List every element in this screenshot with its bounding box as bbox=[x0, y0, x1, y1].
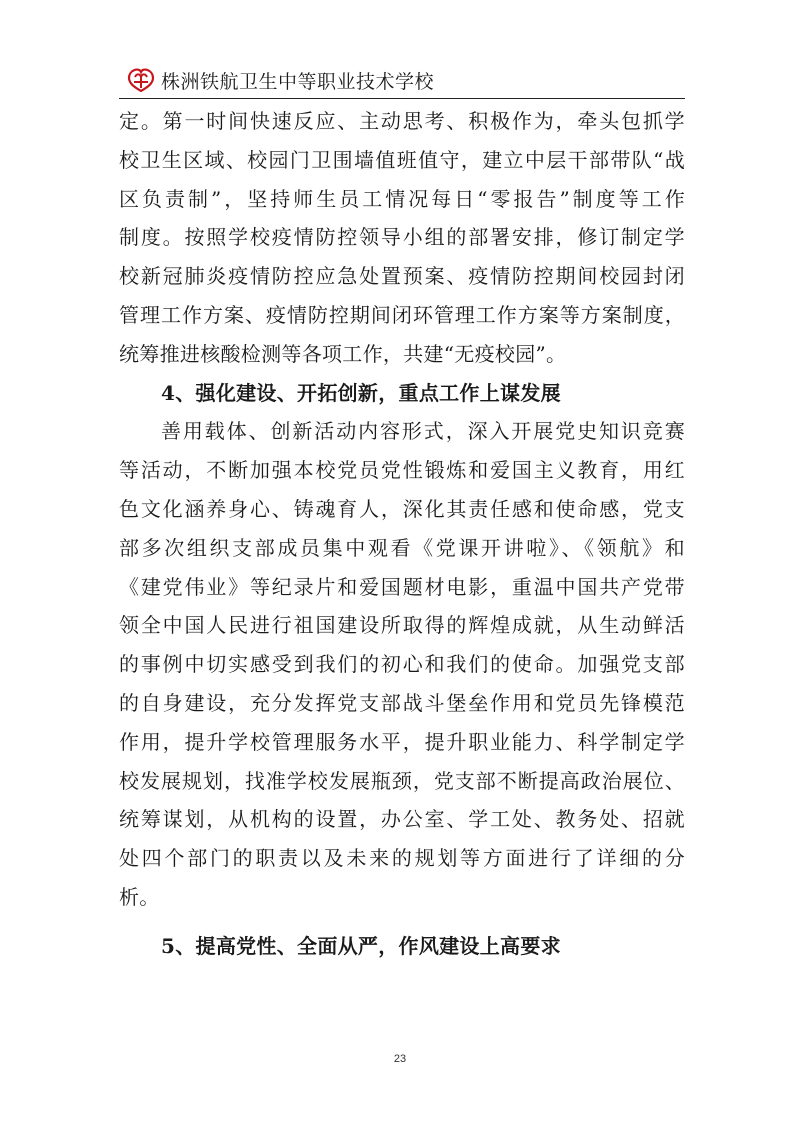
text-line: 析。 bbox=[119, 884, 160, 909]
paragraph-prevention bbox=[119, 102, 685, 374]
section-heading-5: 5、提高党性、全面从严，作风建设上高要求 bbox=[161, 933, 561, 958]
page-header bbox=[119, 62, 685, 99]
section-heading-4: 4、强化建设、开拓创新，重点工作上谋发展 bbox=[161, 380, 561, 405]
text-line: 的自身建设，充分发挥党支部战斗堡垒作用和党员先锋模范 bbox=[119, 690, 685, 715]
paragraph-innovation bbox=[119, 412, 685, 916]
text-line: 作用，提升学校管理服务水平，提升职业能力、科学制定学 bbox=[119, 729, 685, 754]
text-line: 《建党伟业》等纪录片和爱国题材电影，重温中国共产党带 bbox=[119, 574, 685, 599]
text-line: 处四个部门的职责以及未来的规划等方面进行了详细的分 bbox=[119, 846, 685, 871]
text-line: 定。第一时间快速反应、主动思考、积极作为，牵头包抓学 bbox=[119, 109, 685, 133]
text-line: 色文化涵养身心、铸魂育人，深化其责任感和使命感，党支 bbox=[119, 496, 685, 521]
school-logo-icon bbox=[126, 66, 156, 92]
text-line: 制度。按照学校疫情防控领导小组的部署安排，修订制定学 bbox=[119, 225, 685, 250]
text-line: 等活动，不断加强本校党员党性锻炼和爱国主义教育，用红 bbox=[119, 458, 685, 483]
text-line: 部多次组织支部成员集中观看《党课开讲啦》、《领航》和 bbox=[119, 535, 685, 560]
text-line: 领全中国人民进行祖国建设所取得的辉煌成就，从生动鲜活 bbox=[119, 613, 685, 638]
page-number: 23 bbox=[393, 1053, 407, 1065]
text-line: 善用载体、创新活动内容形式，深入开展党史知识竞赛 bbox=[161, 419, 685, 444]
text-line: 统筹推进核酸检测等各项工作，共建“无疫校园”。 bbox=[119, 341, 567, 366]
document-body bbox=[119, 102, 685, 966]
spacer bbox=[119, 917, 685, 927]
text-line: 区负责制”，坚持师生员工情况每日“零报告”制度等工作 bbox=[119, 186, 685, 211]
text-line: 管理工作方案、疫情防控期间闭环管理工作方案等方案制度， bbox=[119, 302, 685, 327]
text-line: 统筹谋划，从机构的设置，办公室、学工处、教务处、招就 bbox=[119, 807, 685, 832]
text-line: 校新冠肺炎疫情防控应急处置预案、疫情防控期间校园封闭 bbox=[119, 264, 685, 289]
text-line: 的事例中切实感受到我们的初心和我们的使命。加强党支部 bbox=[119, 652, 685, 677]
school-name: 株洲铁航卫生中等职业技术学校 bbox=[161, 71, 435, 93]
text-line: 校卫生区域、校园门卫围墙值班值守，建立中层干部带队“战 bbox=[119, 147, 685, 172]
text-line: 校发展规划，找准学校发展瓶颈，党支部不断提高政治展位、 bbox=[119, 768, 685, 793]
